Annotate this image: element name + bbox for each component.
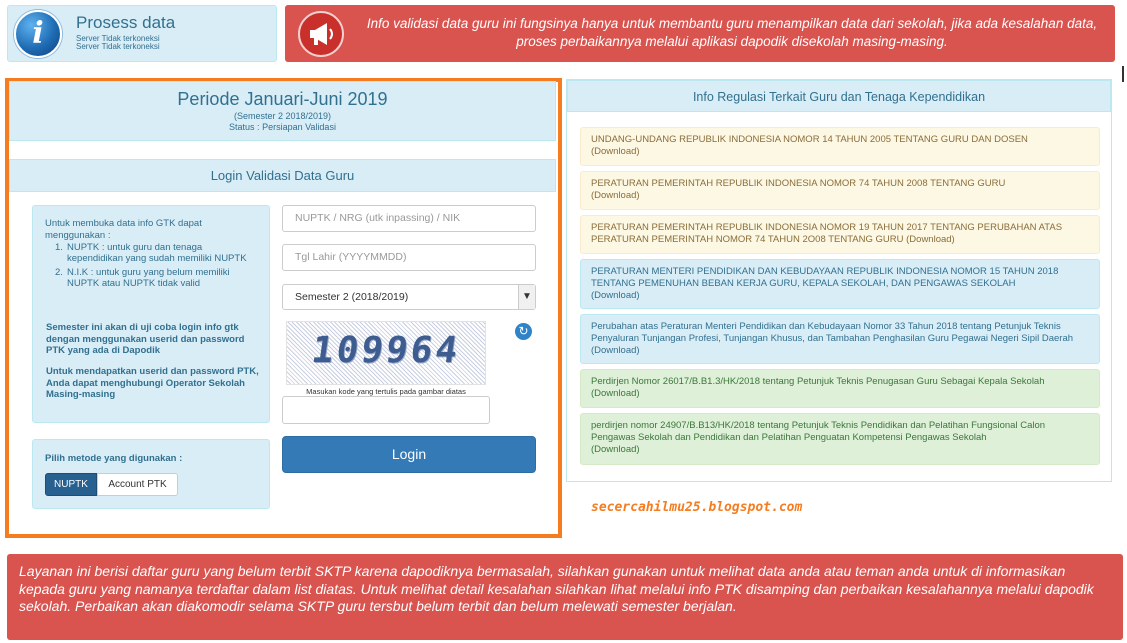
help-note: Untuk mendapatkan userid dan password PTK, Anda dapat menghubungi Operator Sekolah Masing-masing xyxy=(46,366,259,400)
captcha-code: 109964 xyxy=(309,330,463,371)
top-alert-text: Info validasi data guru ini fungsinya hanya untuk membantu guru menampilkan data dari sekolah, jika ada kesalahan data, proses perbaikannya melalui aplikasi dapodik disekolah masing-masing. xyxy=(366,16,1098,49)
status-title: Prosess data xyxy=(76,13,176,32)
captcha-image xyxy=(286,321,486,385)
bottom-info-alert: Layanan ini berisi daftar guru yang belum terbit SKTP karena dapodiknya bermasalah, silahkan gunakan untuk melihat data anda atau teman anda untuk di informasikan kepada guru yang namanya terdaftar dalam list diatas. Untuk melihat detail kesalahan silahkan lihat melalui info PTK disamping dan perbaikan kesalahannya melalui dapodik sekolah. Perbaikan akan diakomodir selama SKTP guru tersbut belum terbit dan belum melewati semester berjalan. xyxy=(7,554,1123,640)
download-link[interactable]: (Download) xyxy=(906,234,955,245)
megaphone-icon xyxy=(298,11,344,57)
period-status: Status : Persiapan Validasi xyxy=(229,122,336,132)
captcha-caption: Masukan kode yang tertulis pada gambar diatas xyxy=(306,387,466,396)
method-account-ptk-button[interactable]: Account PTK xyxy=(97,473,178,496)
regulation-item[interactable]: PERATURAN MENTERI PENDIDIKAN DAN KEBUDAYAAN REPUBLIK INDONESIA NOMOR 15 TAHUN 2018 TENTANG PEMENUHAN BEBAN KERJA GURU, KEPALA SEKOLAH, DAN PENGAWAS SEKOLAH (Download) xyxy=(580,259,1100,309)
watermark-text: secercahilmu25.blogspot.com xyxy=(591,500,803,515)
method-label: Pilih metode yang digunakan : xyxy=(45,453,183,464)
regulation-item[interactable]: perdirjen nomor 24907/B.B13/HK/2018 tentang Petunjuk Teknis Pendidikan dan Pelatihan Fungsional Calon Pengawas Sekolah dan Pendidikan dan Pelatihan Penguatan Kompetensi Pengawas Sekolah (Download) xyxy=(580,413,1100,465)
scrollbar-edge xyxy=(1122,66,1124,82)
regulation-item[interactable]: PERATURAN PEMERINTAH REPUBLIK INDONESIA NOMOR 19 TAHUN 2017 TENTANG PERUBAHAN ATAS PERATURAN PEMERINTAH NOMOR 74 TAHUN 2O08 TENTANG GURU (Download) xyxy=(580,215,1100,254)
help-intro: Untuk membuka data info GTK dapat menggunakan : xyxy=(45,218,202,241)
top-info-alert xyxy=(285,5,1115,62)
help-note: Semester ini akan di uji coba login info gtk dengan menggunakan userid dan password PTK yang ada di Dapodik xyxy=(46,322,245,356)
nuptk-input[interactable]: NUPTK / NRG (utk inpassing) / NIK xyxy=(282,205,536,232)
period-title: Periode Januari-Juni 2019 xyxy=(177,89,388,109)
regulations-header: Info Regulasi Terkait Guru dan Tenaga Kependidikan xyxy=(567,80,1111,112)
download-link[interactable]: (Download) xyxy=(591,444,640,455)
captcha-input[interactable] xyxy=(282,396,490,424)
login-header: Login Validasi Data Guru xyxy=(9,159,556,192)
info-icon: i xyxy=(14,10,62,58)
chevron-down-icon[interactable]: ▼ xyxy=(518,285,535,309)
regulation-item[interactable]: Perubahan atas Peraturan Menteri Pendidikan dan Kebudayaan Nomor 33 Tahun 2018 tentang Petunjuk Teknis Penyaluran Tunjangan Profesi, Tunjangan Khusus, dan Tambahan Penghasilan Guru Pegawai Negeri Sipil Daerah (Download) xyxy=(580,314,1100,364)
regulation-item[interactable]: UNDANG-UNDANG REPUBLIK INDONESIA NOMOR 14 TAHUN 2005 TENTANG GURU DAN DOSEN (Download) xyxy=(580,127,1100,166)
login-button[interactable]: Login xyxy=(282,436,536,473)
download-link[interactable]: (Download) xyxy=(591,345,640,356)
list-item: 2. N.I.K : untuk guru yang belum memiliki NUPTK atau NUPTK tidak valid xyxy=(55,267,230,289)
semester-select[interactable] xyxy=(282,284,536,310)
regulation-item[interactable]: Perdirjen Nomor 26017/B.B1.3/HK/2018 tentang Petunjuk Teknis Penugasan Guru Sebagai Kepala Sekolah (Download) xyxy=(580,369,1100,408)
period-subtitle: (Semester 2 2018/2019) xyxy=(233,111,332,121)
download-link[interactable]: (Download) xyxy=(591,190,640,201)
download-link[interactable]: (Download) xyxy=(591,290,640,301)
status-panel xyxy=(7,5,277,62)
method-nuptk-button[interactable]: NUPTK xyxy=(45,473,97,496)
regulation-item[interactable]: PERATURAN PEMERINTAH REPUBLIK INDONESIA NOMOR 74 TAHUN 2008 TENTANG GURU (Download) xyxy=(580,171,1100,210)
server-status-text: Server Tidak terkoneksi xyxy=(76,34,160,43)
semester-select-value: Semester 2 (2018/2019) xyxy=(295,291,409,303)
server-status-text: Server Tidak terkoneksi xyxy=(76,42,160,51)
period-panel xyxy=(9,81,556,141)
refresh-captcha-icon[interactable]: ↻ xyxy=(515,323,532,340)
download-link[interactable]: (Download) xyxy=(591,388,640,399)
list-item: 1. NUPTK : untuk guru dan tenaga kependidikan yang sudah memiliki NUPTK xyxy=(55,242,247,264)
download-link[interactable]: (Download) xyxy=(591,146,640,157)
login-method-box xyxy=(32,439,270,509)
help-list xyxy=(55,242,255,292)
login-help-box xyxy=(32,205,270,423)
birthdate-input[interactable]: Tgl Lahir (YYYYMMDD) xyxy=(282,244,536,271)
regulations-panel xyxy=(566,79,1112,482)
